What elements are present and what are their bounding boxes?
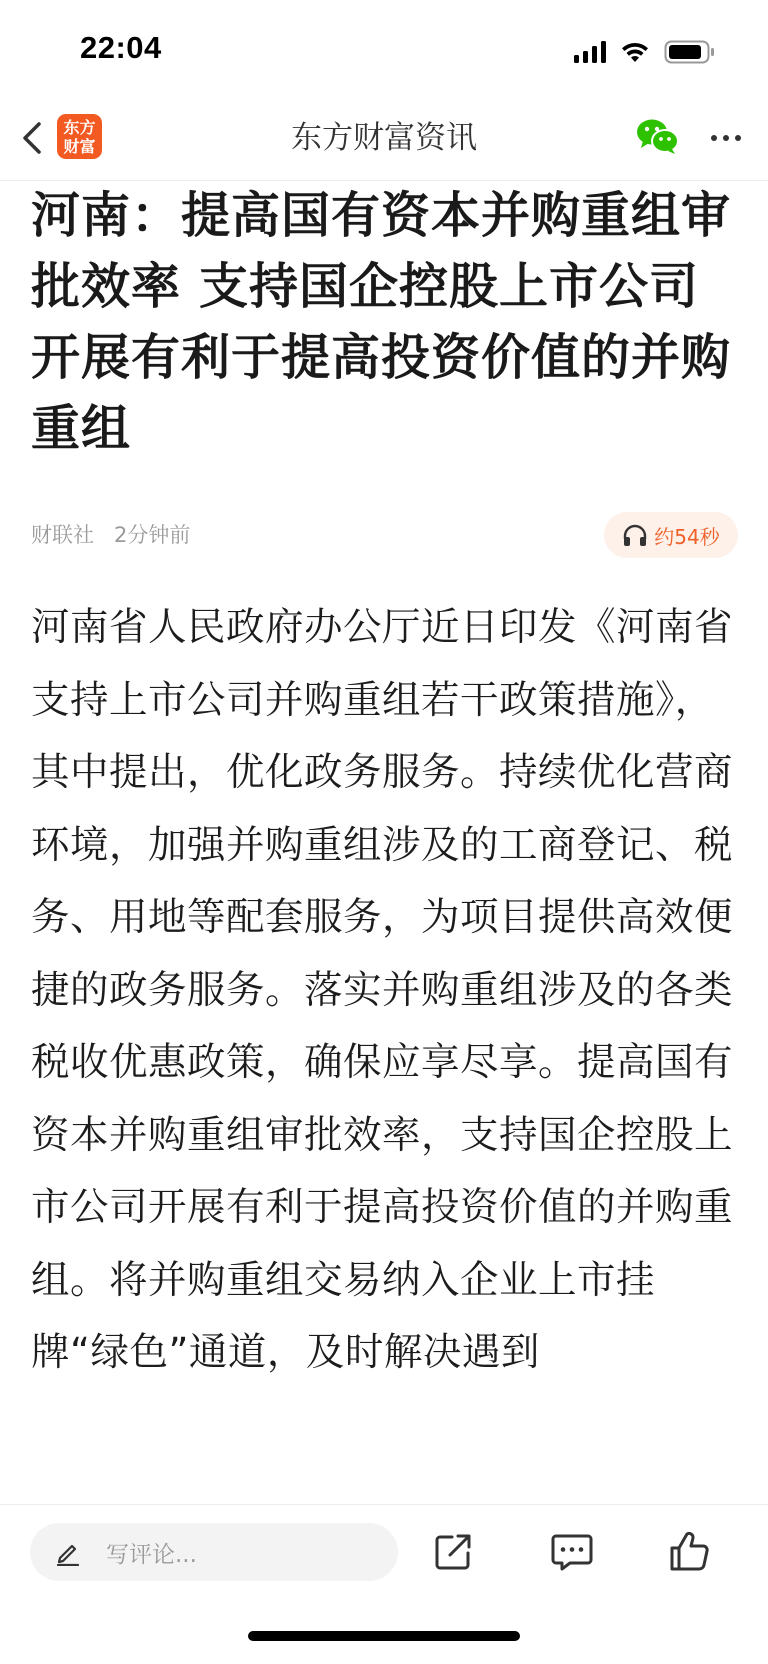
thumbs-up-icon[interactable] (668, 1529, 710, 1573)
share-icon[interactable] (432, 1531, 474, 1573)
battery-icon (664, 39, 716, 65)
home-indicator[interactable] (248, 1631, 520, 1641)
article-meta (31, 514, 190, 554)
headphones-icon (622, 523, 648, 547)
article-body: 河南省人民政府办公厅近日印发《河南省支持上市公司并购重组若干政策措施》，其中提出，优化政务服务。持续优化营商环境，加强并购重组涉及的工商登记、税务、用地等配套服务，为项目提供高效便捷的政务服务。落实并购重组涉及的各类税收优惠政策，确保应享尽享。提高国有资本并购重组审批效率，支持国企控股上市公司开展有利于提高投资价值的并购重组。将并购重组交易纳入企业上市挂牌“绿色”通道，及时解决遇到 (31, 605, 734, 1375)
article-source[interactable]: 财联社 (31, 523, 94, 547)
comment-input[interactable] (30, 1523, 398, 1581)
comment-placeholder: 写评论... (106, 1541, 197, 1568)
audio-duration: 约54秒 (654, 524, 720, 549)
article-time: 2分钟前 (114, 523, 191, 547)
listen-audio-button[interactable] (604, 512, 738, 558)
app-logo[interactable] (57, 114, 102, 159)
back-button[interactable] (12, 114, 52, 162)
nav-bar (0, 96, 768, 181)
wifi-icon (620, 40, 650, 64)
status-bar (0, 0, 768, 96)
wechat-share-icon[interactable] (636, 116, 680, 156)
logo-text-line1: 东方 (63, 117, 96, 137)
logo-text-line2: 财富 (63, 136, 96, 156)
article-title: 河南：提高国有资本并购重组审批效率 支持国企控股上市公司开展有利于提高投资价值的并购重组 (31, 187, 732, 457)
status-time: 22:04 (80, 30, 162, 65)
nav-title: 东方财富资讯 (291, 120, 477, 156)
more-options-icon[interactable] (706, 124, 746, 152)
cellular-signal-icon (574, 41, 606, 63)
status-icons (574, 37, 716, 67)
pen-icon (54, 1538, 82, 1566)
comments-icon[interactable] (550, 1531, 594, 1573)
